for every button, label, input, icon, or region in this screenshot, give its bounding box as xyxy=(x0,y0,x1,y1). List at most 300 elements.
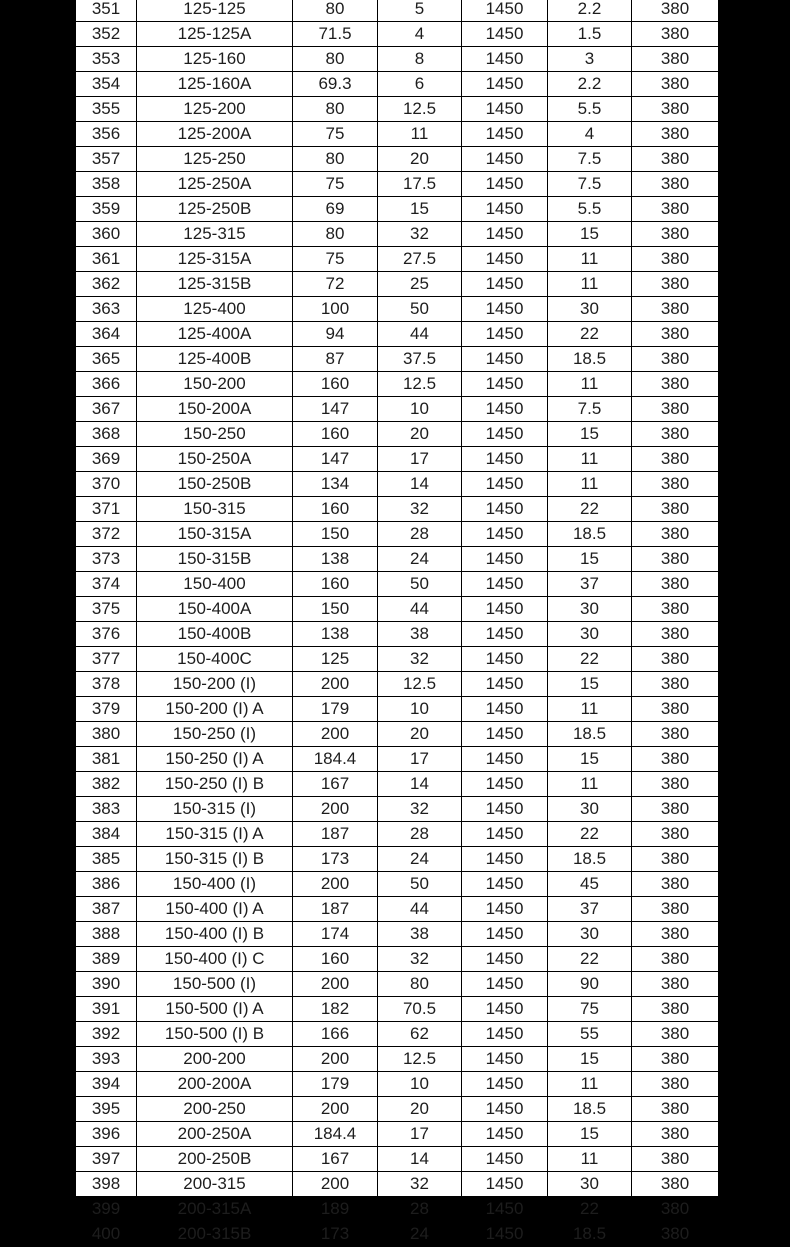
cell-value-5: 380 xyxy=(632,247,719,272)
cell-value-2: 44 xyxy=(378,322,462,347)
cell-row-number: 386 xyxy=(76,872,137,897)
cell-value-4: 30 xyxy=(548,1172,632,1197)
cell-value-2: 20 xyxy=(378,147,462,172)
table-row xyxy=(76,997,719,1022)
cell-value-2: 28 xyxy=(378,522,462,547)
cell-value-1: 200 xyxy=(293,972,378,997)
cell-value-4: 7.5 xyxy=(548,397,632,422)
cell-value-5: 380 xyxy=(632,672,719,697)
cell-value-3: 1450 xyxy=(462,97,548,122)
table-row xyxy=(76,47,719,72)
table-row xyxy=(76,347,719,372)
cell-row-number: 361 xyxy=(76,247,137,272)
cell-value-5: 380 xyxy=(632,22,719,47)
cell-value-5: 380 xyxy=(632,122,719,147)
cell-value-5: 380 xyxy=(632,722,719,747)
cell-value-3: 1450 xyxy=(462,947,548,972)
cell-value-1: 80 xyxy=(293,47,378,72)
cell-value-1: 182 xyxy=(293,997,378,1022)
cell-value-2: 17 xyxy=(378,747,462,772)
table-row xyxy=(76,622,719,647)
cell-row-number: 400 xyxy=(76,1222,137,1247)
cell-row-number: 360 xyxy=(76,222,137,247)
cell-value-3: 1450 xyxy=(462,922,548,947)
cell-value-5: 380 xyxy=(632,72,719,97)
cell-row-number: 396 xyxy=(76,1122,137,1147)
table-row xyxy=(76,197,719,222)
cell-row-number: 379 xyxy=(76,697,137,722)
cell-model: 125-315 xyxy=(137,222,293,247)
cell-value-1: 134 xyxy=(293,472,378,497)
cell-row-number: 399 xyxy=(76,1197,137,1222)
cell-value-1: 80 xyxy=(293,0,378,22)
cell-value-3: 1450 xyxy=(462,872,548,897)
cell-row-number: 354 xyxy=(76,72,137,97)
cell-row-number: 394 xyxy=(76,1072,137,1097)
cell-model: 150-400A xyxy=(137,597,293,622)
cell-row-number: 353 xyxy=(76,47,137,72)
cell-model: 150-250 (I) A xyxy=(137,747,293,772)
cell-value-1: 173 xyxy=(293,1222,378,1247)
cell-row-number: 355 xyxy=(76,97,137,122)
cell-value-4: 11 xyxy=(548,1072,632,1097)
cell-model: 150-500 (I) xyxy=(137,972,293,997)
cell-value-2: 20 xyxy=(378,422,462,447)
cell-value-1: 167 xyxy=(293,772,378,797)
cell-model: 125-315B xyxy=(137,272,293,297)
cell-value-5: 380 xyxy=(632,597,719,622)
cell-value-3: 1450 xyxy=(462,122,548,147)
cell-value-2: 37.5 xyxy=(378,347,462,372)
cell-value-2: 15 xyxy=(378,197,462,222)
cell-value-2: 12.5 xyxy=(378,672,462,697)
cell-value-4: 22 xyxy=(548,647,632,672)
cell-value-3: 1450 xyxy=(462,497,548,522)
table-row xyxy=(76,497,719,522)
table-row xyxy=(76,747,719,772)
cell-model: 200-315B xyxy=(137,1222,293,1247)
cell-value-4: 22 xyxy=(548,497,632,522)
cell-value-2: 44 xyxy=(378,597,462,622)
table-row xyxy=(76,1222,719,1247)
cell-value-2: 80 xyxy=(378,972,462,997)
cell-value-1: 179 xyxy=(293,1072,378,1097)
table-row xyxy=(76,297,719,322)
cell-value-3: 1450 xyxy=(462,972,548,997)
table-row xyxy=(76,272,719,297)
cell-value-3: 1450 xyxy=(462,622,548,647)
cell-value-2: 50 xyxy=(378,572,462,597)
cell-value-4: 15 xyxy=(548,1047,632,1072)
cell-value-5: 380 xyxy=(632,997,719,1022)
cell-value-3: 1450 xyxy=(462,822,548,847)
table-row xyxy=(76,647,719,672)
cell-value-5: 380 xyxy=(632,97,719,122)
cell-value-5: 380 xyxy=(632,1222,719,1247)
cell-value-2: 6 xyxy=(378,72,462,97)
table-row xyxy=(76,772,719,797)
cell-row-number: 369 xyxy=(76,447,137,472)
cell-value-4: 1.5 xyxy=(548,22,632,47)
cell-value-5: 380 xyxy=(632,772,719,797)
cell-model: 125-250B xyxy=(137,197,293,222)
table-row xyxy=(76,372,719,397)
cell-model: 150-315A xyxy=(137,522,293,547)
cell-value-5: 380 xyxy=(632,1072,719,1097)
cell-value-2: 24 xyxy=(378,547,462,572)
cell-value-3: 1450 xyxy=(462,572,548,597)
cell-value-5: 380 xyxy=(632,647,719,672)
cell-value-5: 380 xyxy=(632,447,719,472)
table-row xyxy=(76,822,719,847)
cell-value-5: 380 xyxy=(632,797,719,822)
cell-value-3: 1450 xyxy=(462,272,548,297)
cell-model: 150-315 xyxy=(137,497,293,522)
cell-row-number: 382 xyxy=(76,772,137,797)
cell-value-5: 380 xyxy=(632,422,719,447)
cell-row-number: 378 xyxy=(76,672,137,697)
cell-value-2: 14 xyxy=(378,472,462,497)
cell-value-5: 380 xyxy=(632,0,719,22)
cell-value-3: 1450 xyxy=(462,522,548,547)
cell-value-4: 11 xyxy=(548,772,632,797)
cell-row-number: 372 xyxy=(76,522,137,547)
cell-value-4: 11 xyxy=(548,472,632,497)
table-row xyxy=(76,872,719,897)
table-row xyxy=(76,797,719,822)
cell-value-5: 380 xyxy=(632,397,719,422)
table-row xyxy=(76,1072,719,1097)
cell-value-4: 11 xyxy=(548,247,632,272)
cell-value-1: 200 xyxy=(293,1047,378,1072)
cell-value-3: 1450 xyxy=(462,1122,548,1147)
cell-value-4: 18.5 xyxy=(548,847,632,872)
cell-value-2: 14 xyxy=(378,772,462,797)
cell-value-1: 160 xyxy=(293,947,378,972)
cell-value-2: 10 xyxy=(378,697,462,722)
cell-value-3: 1450 xyxy=(462,47,548,72)
cell-value-4: 22 xyxy=(548,822,632,847)
cell-value-1: 71.5 xyxy=(293,22,378,47)
cell-value-5: 380 xyxy=(632,847,719,872)
table-row xyxy=(76,397,719,422)
cell-value-3: 1450 xyxy=(462,1072,548,1097)
cell-value-1: 200 xyxy=(293,797,378,822)
cell-value-3: 1450 xyxy=(462,1147,548,1172)
cell-value-1: 187 xyxy=(293,822,378,847)
cell-value-2: 10 xyxy=(378,1072,462,1097)
cell-value-5: 380 xyxy=(632,1097,719,1122)
cell-value-1: 94 xyxy=(293,322,378,347)
cell-value-5: 380 xyxy=(632,972,719,997)
cell-value-3: 1450 xyxy=(462,0,548,22)
cell-model: 200-200A xyxy=(137,1072,293,1097)
cell-value-4: 7.5 xyxy=(548,172,632,197)
cell-row-number: 375 xyxy=(76,597,137,622)
cell-model: 200-200 xyxy=(137,1047,293,1072)
cell-model: 150-200 (I) A xyxy=(137,697,293,722)
cell-value-5: 380 xyxy=(632,372,719,397)
cell-model: 150-200 xyxy=(137,372,293,397)
cell-value-1: 200 xyxy=(293,722,378,747)
cell-value-4: 55 xyxy=(548,1022,632,1047)
cell-value-1: 187 xyxy=(293,897,378,922)
cell-value-5: 380 xyxy=(632,747,719,772)
cell-value-2: 32 xyxy=(378,647,462,672)
cell-value-5: 380 xyxy=(632,297,719,322)
cell-value-4: 45 xyxy=(548,872,632,897)
cell-value-4: 11 xyxy=(548,697,632,722)
cell-value-5: 380 xyxy=(632,497,719,522)
table-row xyxy=(76,522,719,547)
cell-value-1: 189 xyxy=(293,1197,378,1222)
cell-value-4: 2.2 xyxy=(548,72,632,97)
cell-value-2: 20 xyxy=(378,722,462,747)
cell-row-number: 393 xyxy=(76,1047,137,1072)
cell-model: 150-250 xyxy=(137,422,293,447)
cell-row-number: 366 xyxy=(76,372,137,397)
cell-model: 150-315B xyxy=(137,547,293,572)
table-row xyxy=(76,572,719,597)
cell-value-1: 174 xyxy=(293,922,378,947)
table-row xyxy=(76,172,719,197)
cell-value-2: 50 xyxy=(378,297,462,322)
cell-row-number: 368 xyxy=(76,422,137,447)
cell-row-number: 381 xyxy=(76,747,137,772)
cell-row-number: 370 xyxy=(76,472,137,497)
table-viewport xyxy=(75,0,718,1243)
cell-value-4: 90 xyxy=(548,972,632,997)
cell-model: 150-400 (I) C xyxy=(137,947,293,972)
cell-row-number: 364 xyxy=(76,322,137,347)
cell-value-4: 18.5 xyxy=(548,347,632,372)
cell-value-3: 1450 xyxy=(462,1047,548,1072)
cell-value-1: 147 xyxy=(293,447,378,472)
cell-value-5: 380 xyxy=(632,697,719,722)
cell-value-2: 28 xyxy=(378,822,462,847)
cell-value-1: 138 xyxy=(293,547,378,572)
cell-row-number: 377 xyxy=(76,647,137,672)
cell-model: 125-400 xyxy=(137,297,293,322)
cell-value-5: 380 xyxy=(632,1047,719,1072)
cell-value-4: 11 xyxy=(548,447,632,472)
cell-model: 200-250A xyxy=(137,1122,293,1147)
cell-value-4: 15 xyxy=(548,222,632,247)
cell-value-1: 75 xyxy=(293,172,378,197)
cell-value-3: 1450 xyxy=(462,447,548,472)
cell-value-5: 380 xyxy=(632,272,719,297)
cell-row-number: 371 xyxy=(76,497,137,522)
cell-value-4: 3 xyxy=(548,47,632,72)
cell-model: 150-400B xyxy=(137,622,293,647)
cell-value-4: 5.5 xyxy=(548,97,632,122)
cell-value-4: 11 xyxy=(548,372,632,397)
cell-value-2: 4 xyxy=(378,22,462,47)
cell-value-1: 75 xyxy=(293,122,378,147)
cell-model: 150-315 (I) B xyxy=(137,847,293,872)
cell-model: 150-400 xyxy=(137,572,293,597)
table-row xyxy=(76,672,719,697)
table-row xyxy=(76,0,719,22)
cell-row-number: 357 xyxy=(76,147,137,172)
cell-value-1: 184.4 xyxy=(293,1122,378,1147)
table-row xyxy=(76,1022,719,1047)
cell-value-3: 1450 xyxy=(462,422,548,447)
table-row xyxy=(76,1147,719,1172)
cell-value-3: 1450 xyxy=(462,22,548,47)
cell-value-1: 200 xyxy=(293,1172,378,1197)
cell-value-3: 1450 xyxy=(462,222,548,247)
cell-value-2: 24 xyxy=(378,1222,462,1247)
table-row xyxy=(76,97,719,122)
cell-value-5: 380 xyxy=(632,47,719,72)
cell-value-5: 380 xyxy=(632,947,719,972)
table-row xyxy=(76,322,719,347)
cell-model: 125-400B xyxy=(137,347,293,372)
cell-model: 200-250B xyxy=(137,1147,293,1172)
cell-value-5: 380 xyxy=(632,897,719,922)
cell-row-number: 359 xyxy=(76,197,137,222)
cell-value-5: 380 xyxy=(632,1197,719,1222)
cell-model: 150-200A xyxy=(137,397,293,422)
cell-value-4: 30 xyxy=(548,597,632,622)
cell-value-3: 1450 xyxy=(462,322,548,347)
cell-row-number: 373 xyxy=(76,547,137,572)
cell-row-number: 395 xyxy=(76,1097,137,1122)
pump-spec-table xyxy=(75,0,719,1247)
cell-model: 150-250 (I) B xyxy=(137,772,293,797)
cell-value-4: 15 xyxy=(548,422,632,447)
cell-value-2: 24 xyxy=(378,847,462,872)
cell-value-1: 167 xyxy=(293,1147,378,1172)
cell-value-1: 179 xyxy=(293,697,378,722)
cell-value-5: 380 xyxy=(632,147,719,172)
cell-value-2: 27.5 xyxy=(378,247,462,272)
cell-value-3: 1450 xyxy=(462,397,548,422)
cell-value-2: 5 xyxy=(378,0,462,22)
cell-value-3: 1450 xyxy=(462,547,548,572)
cell-value-3: 1450 xyxy=(462,797,548,822)
cell-value-3: 1450 xyxy=(462,1172,548,1197)
cell-value-2: 62 xyxy=(378,1022,462,1047)
cell-value-1: 125 xyxy=(293,647,378,672)
cell-value-2: 10 xyxy=(378,397,462,422)
cell-model: 125-125A xyxy=(137,22,293,47)
cell-row-number: 388 xyxy=(76,922,137,947)
cell-value-1: 150 xyxy=(293,597,378,622)
cell-model: 125-250A xyxy=(137,172,293,197)
cell-value-4: 75 xyxy=(548,997,632,1022)
cell-value-2: 17 xyxy=(378,1122,462,1147)
cell-value-2: 12.5 xyxy=(378,97,462,122)
cell-row-number: 352 xyxy=(76,22,137,47)
cell-model: 150-250 (I) xyxy=(137,722,293,747)
cell-value-5: 380 xyxy=(632,822,719,847)
cell-model: 125-400A xyxy=(137,322,293,347)
cell-value-3: 1450 xyxy=(462,597,548,622)
cell-value-4: 15 xyxy=(548,672,632,697)
cell-model: 125-250 xyxy=(137,147,293,172)
cell-value-5: 380 xyxy=(632,472,719,497)
cell-value-1: 150 xyxy=(293,522,378,547)
cell-value-4: 30 xyxy=(548,797,632,822)
cell-value-1: 160 xyxy=(293,372,378,397)
cell-value-4: 18.5 xyxy=(548,1222,632,1247)
cell-value-1: 147 xyxy=(293,397,378,422)
table-row xyxy=(76,247,719,272)
cell-value-2: 50 xyxy=(378,872,462,897)
table-row xyxy=(76,597,719,622)
table-row xyxy=(76,1172,719,1197)
cell-model: 150-250B xyxy=(137,472,293,497)
cell-value-1: 80 xyxy=(293,222,378,247)
cell-row-number: 389 xyxy=(76,947,137,972)
cell-value-3: 1450 xyxy=(462,897,548,922)
cell-value-5: 380 xyxy=(632,522,719,547)
cell-value-1: 69.3 xyxy=(293,72,378,97)
cell-value-5: 380 xyxy=(632,322,719,347)
cell-value-2: 14 xyxy=(378,1147,462,1172)
cell-value-2: 32 xyxy=(378,947,462,972)
cell-row-number: 376 xyxy=(76,622,137,647)
cell-model: 200-250 xyxy=(137,1097,293,1122)
cell-value-2: 20 xyxy=(378,1097,462,1122)
cell-row-number: 351 xyxy=(76,0,137,22)
cell-value-5: 380 xyxy=(632,572,719,597)
cell-value-2: 11 xyxy=(378,122,462,147)
cell-value-5: 380 xyxy=(632,872,719,897)
cell-value-4: 18.5 xyxy=(548,1097,632,1122)
cell-model: 125-125 xyxy=(137,0,293,22)
cell-model: 125-200 xyxy=(137,97,293,122)
cell-value-5: 380 xyxy=(632,547,719,572)
cell-model: 150-400 (I) xyxy=(137,872,293,897)
table-row xyxy=(76,1197,719,1222)
cell-model: 125-160A xyxy=(137,72,293,97)
cell-value-2: 17.5 xyxy=(378,172,462,197)
cell-value-2: 38 xyxy=(378,622,462,647)
cell-row-number: 391 xyxy=(76,997,137,1022)
cell-value-4: 11 xyxy=(548,1147,632,1172)
cell-value-5: 380 xyxy=(632,347,719,372)
cell-model: 125-200A xyxy=(137,122,293,147)
cell-value-1: 80 xyxy=(293,97,378,122)
cell-value-4: 37 xyxy=(548,572,632,597)
cell-value-1: 166 xyxy=(293,1022,378,1047)
cell-value-2: 32 xyxy=(378,222,462,247)
cell-value-4: 18.5 xyxy=(548,722,632,747)
cell-value-4: 15 xyxy=(548,547,632,572)
cell-row-number: 390 xyxy=(76,972,137,997)
cell-value-1: 184.4 xyxy=(293,747,378,772)
cell-model: 125-160 xyxy=(137,47,293,72)
cell-value-1: 200 xyxy=(293,1097,378,1122)
cell-row-number: 380 xyxy=(76,722,137,747)
cell-value-4: 15 xyxy=(548,1122,632,1147)
cell-value-2: 32 xyxy=(378,797,462,822)
cell-row-number: 387 xyxy=(76,897,137,922)
cell-model: 150-200 (I) xyxy=(137,672,293,697)
cell-row-number: 362 xyxy=(76,272,137,297)
cell-row-number: 383 xyxy=(76,797,137,822)
table-row xyxy=(76,1047,719,1072)
cell-value-3: 1450 xyxy=(462,847,548,872)
table-row xyxy=(76,697,719,722)
cell-value-5: 380 xyxy=(632,172,719,197)
cell-value-4: 37 xyxy=(548,897,632,922)
cell-row-number: 398 xyxy=(76,1172,137,1197)
cell-value-5: 380 xyxy=(632,1147,719,1172)
